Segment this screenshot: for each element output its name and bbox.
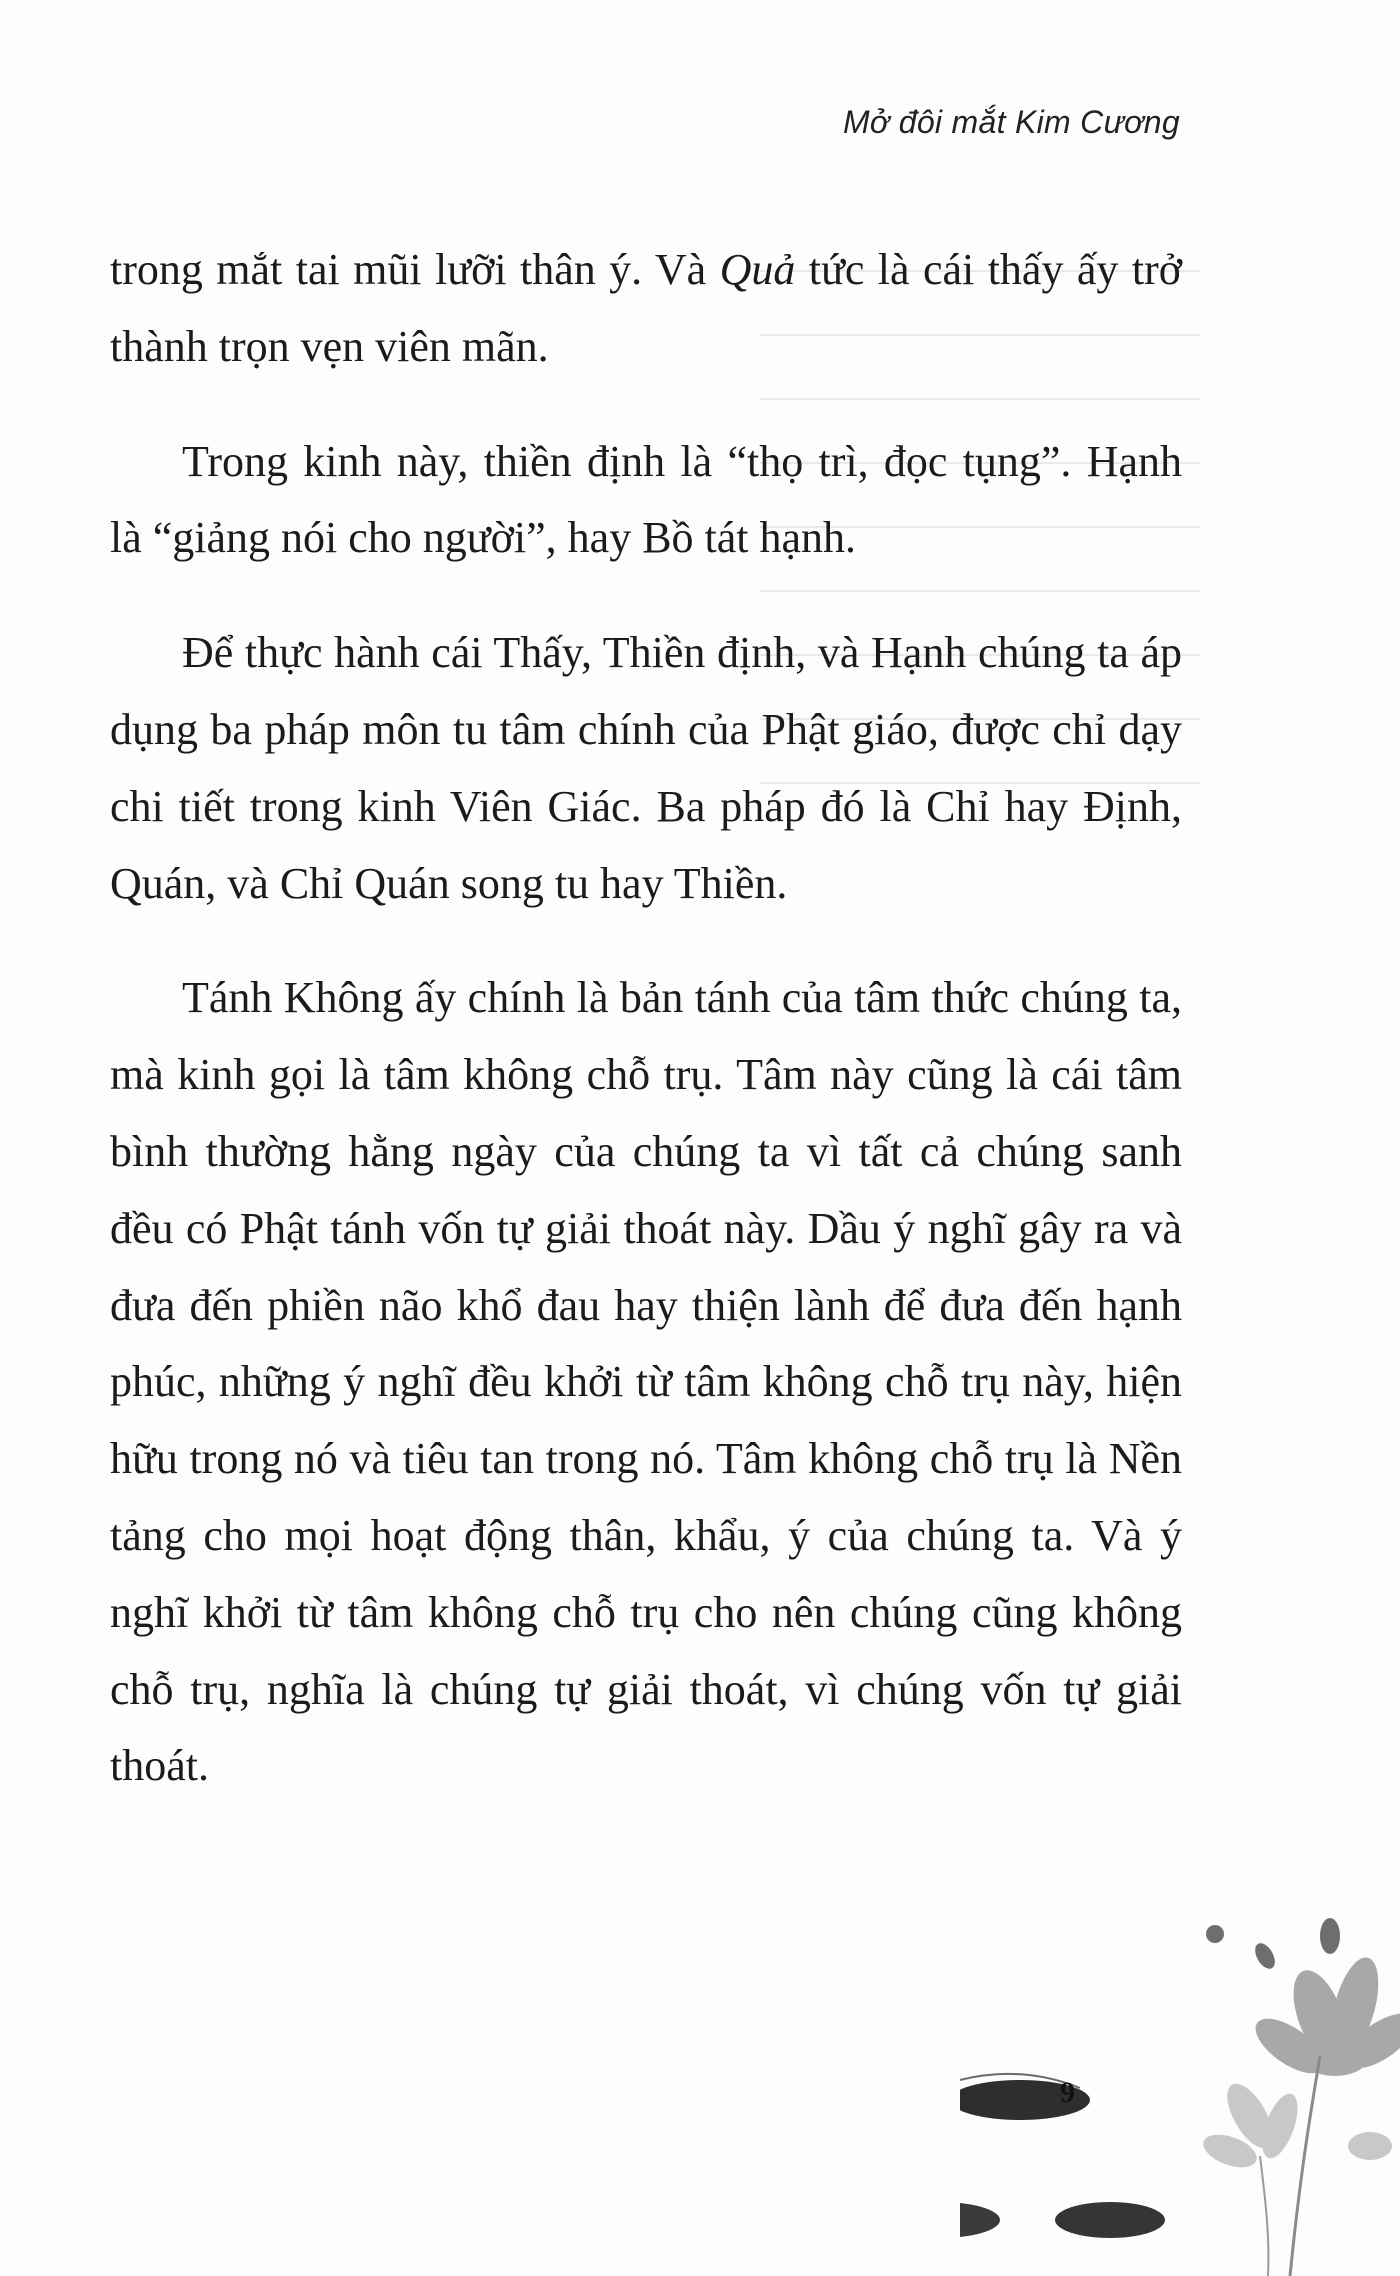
page-number: 9: [1060, 2076, 1075, 2109]
paragraph-4: Tánh Không ấy chính là bản tánh của tâm thức chúng ta, mà kinh gọi là tâm không chỗ trụ. Tâm này cũng là cái tâm bình thường hằng ngày của chúng ta vì tất cả chúng sanh đều có Phật tánh vốn tự giải thoát này. Dầu ý nghĩ gây ra và đưa đến phiền não khổ đau hay thiện lành để đưa đến hạnh phúc, những ý nghĩ đều khởi từ tâm không chỗ trụ này, hiện hữu trong nó và tiêu tan trong nó. Tâm không chỗ trụ là Nền tảng cho mọi hoạt động thân, khẩu, ý của chúng ta. Và ý nghĩ khởi từ tâm không chỗ trụ cho nên chúng cũng không chỗ trụ, nghĩa là chúng tự giải thoát, vì chúng vốn tự giải thoát.: [110, 973, 1182, 1791]
paragraph-3: Để thực hành cái Thấy, Thiền định, và Hạnh chúng ta áp dụng ba pháp môn tu tâm chính của Phật giáo, được chỉ dạy chi tiết trong kinh Viên Giác. Ba pháp đó là Chỉ hay Định, Quán, và Chỉ Quán song tu hay Thiền.: [110, 628, 1182, 908]
body-text: [110, 232, 1182, 1843]
paragraph-2: Trong kinh này, thiền định là “thọ trì, đọc tụng”. Hạnh là “giảng nói cho người”, hay Bồ tát hạnh.: [110, 436, 1182, 563]
paragraph-1: [110, 232, 1182, 386]
paragraph-1-emphasis: Quả: [719, 245, 796, 294]
paragraph-1-before: trong mắt tai mũi lưỡi thân ý. Và: [110, 245, 720, 294]
lily-pad-decoration: [960, 2060, 1260, 2260]
running-header: Mở đôi mắt Kim Cương: [842, 104, 1180, 140]
paragraph-1-after: tức là cái thấy ấy trở thành trọn vẹn viên mãn.: [110, 245, 1182, 371]
